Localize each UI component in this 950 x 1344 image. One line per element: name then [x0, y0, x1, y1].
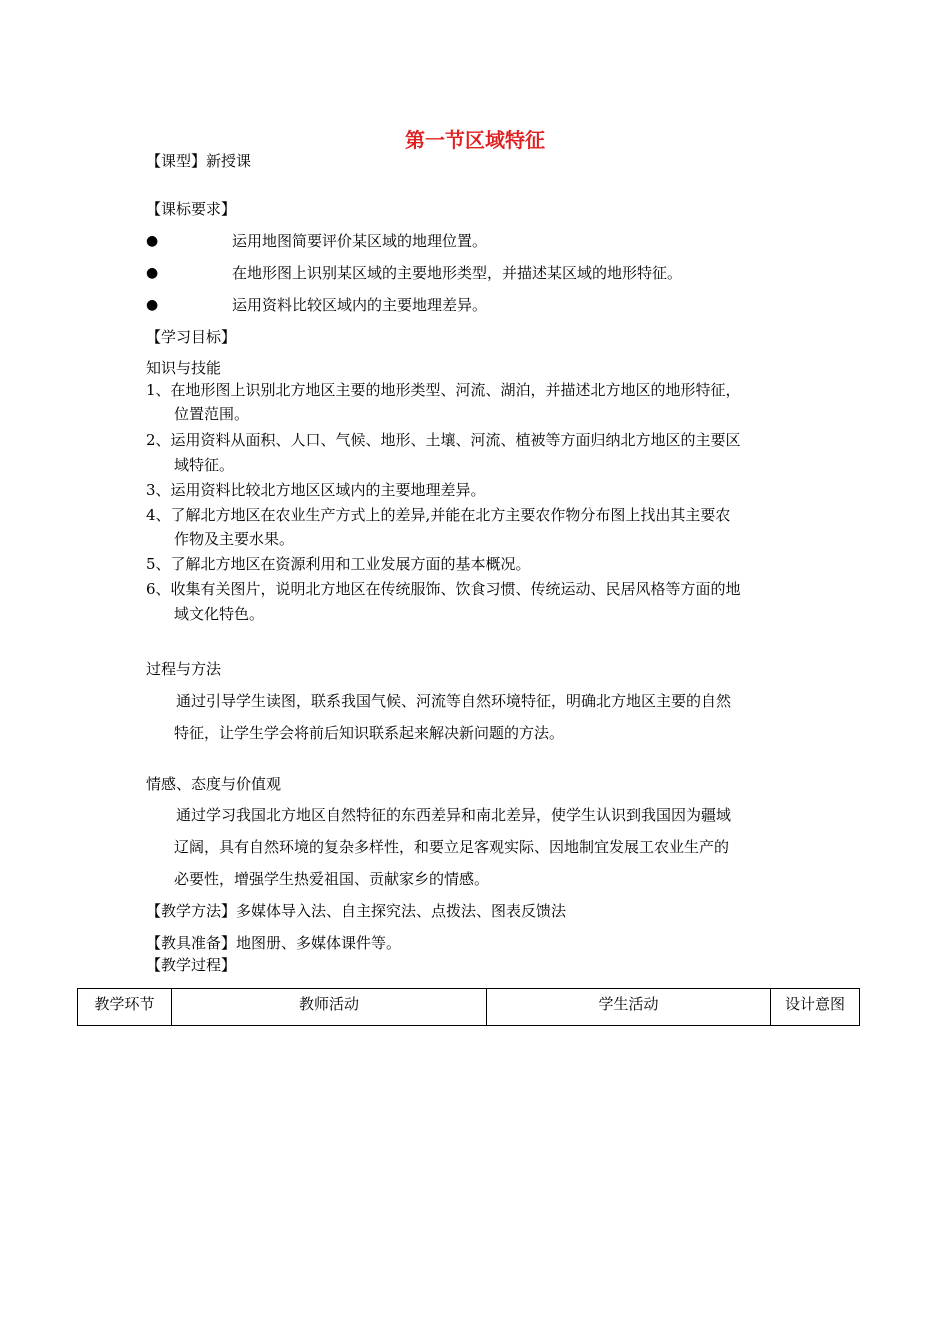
- lesson-type: 【课型】新授课: [146, 152, 252, 170]
- knowledge-heading: 知识与技能: [146, 359, 222, 377]
- standard-item: 运用资料比较区域内的主要地理差异。: [232, 296, 488, 314]
- bullet-icon: ●: [146, 233, 159, 249]
- table-header-cell: 教师活动: [172, 989, 487, 1026]
- table-header-cell: 教学环节: [78, 989, 172, 1026]
- knowledge-item: 6、收集有关图片，说明北方地区在传统服饰、饮食习惯、传统运动、民居风格等方面的地: [146, 580, 741, 598]
- teaching-process-table: [77, 988, 860, 1026]
- bullet-icon: ●: [146, 297, 159, 313]
- teaching-process-heading: 【教学过程】: [146, 956, 237, 974]
- emotion-text-line: 通过学习我国北方地区自然特征的东西差异和南北差异，使学生认识到我国因为疆域: [176, 806, 732, 824]
- process-text-line: 通过引导学生读图，联系我国气候、河流等自然环境特征，明确北方地区主要的自然: [176, 692, 732, 710]
- knowledge-item: 1、在地形图上识别北方地区主要的地形类型、河流、湖泊，并描述北方地区的地形特征，: [146, 381, 741, 399]
- table-header-cell: 设计意图: [771, 989, 860, 1026]
- knowledge-item: 3、运用资料比较北方地区区域内的主要地理差异。: [146, 481, 486, 499]
- standard-item: 运用地图简要评价某区域的地理位置。: [232, 232, 488, 250]
- knowledge-item-cont: 作物及主要水果。: [174, 530, 295, 548]
- knowledge-item: 5、了解北方地区在资源利用和工业发展方面的基本概况。: [146, 555, 531, 573]
- goals-heading: 【学习目标】: [146, 328, 237, 346]
- teaching-tools: 【教具准备】地图册、多媒体课件等。: [146, 934, 402, 952]
- teaching-methods: 【教学方法】多媒体导入法、自主探究法、点拨法、图表反馈法: [146, 902, 567, 920]
- knowledge-item-cont: 域特征。: [174, 456, 235, 474]
- knowledge-item: 4、了解北方地区在农业生产方式上的差异,并能在北方主要农作物分布图上找出其主要农: [146, 506, 731, 524]
- emotion-heading: 情感、态度与价值观: [146, 775, 282, 793]
- table-header-row: [78, 989, 860, 1026]
- table-header-cell: 学生活动: [487, 989, 771, 1026]
- knowledge-item-cont: 域文化特色。: [174, 605, 265, 623]
- emotion-text-line: 辽阔，具有自然环境的复杂多样性，和要立足客观实际、因地制宜发展工农业生产的: [174, 838, 730, 856]
- process-text-line: 特征，让学生学会将前后知识联系起来解决新问题的方法。: [174, 724, 565, 742]
- process-heading: 过程与方法: [146, 660, 222, 678]
- knowledge-item-cont: 位置范围。: [174, 405, 250, 423]
- standard-item: 在地形图上识别某区域的主要地形类型，并描述某区域的地形特征。: [232, 264, 683, 282]
- standards-heading: 【课标要求】: [146, 200, 237, 218]
- knowledge-item: 2、运用资料从面积、人口、气候、地形、土壤、河流、植被等方面归纳北方地区的主要区: [146, 431, 741, 449]
- bullet-icon: ●: [146, 265, 159, 281]
- page-title: 第一节区域特征: [405, 128, 545, 152]
- emotion-text-line: 必要性，增强学生热爱祖国、贡献家乡的情感。: [174, 870, 490, 888]
